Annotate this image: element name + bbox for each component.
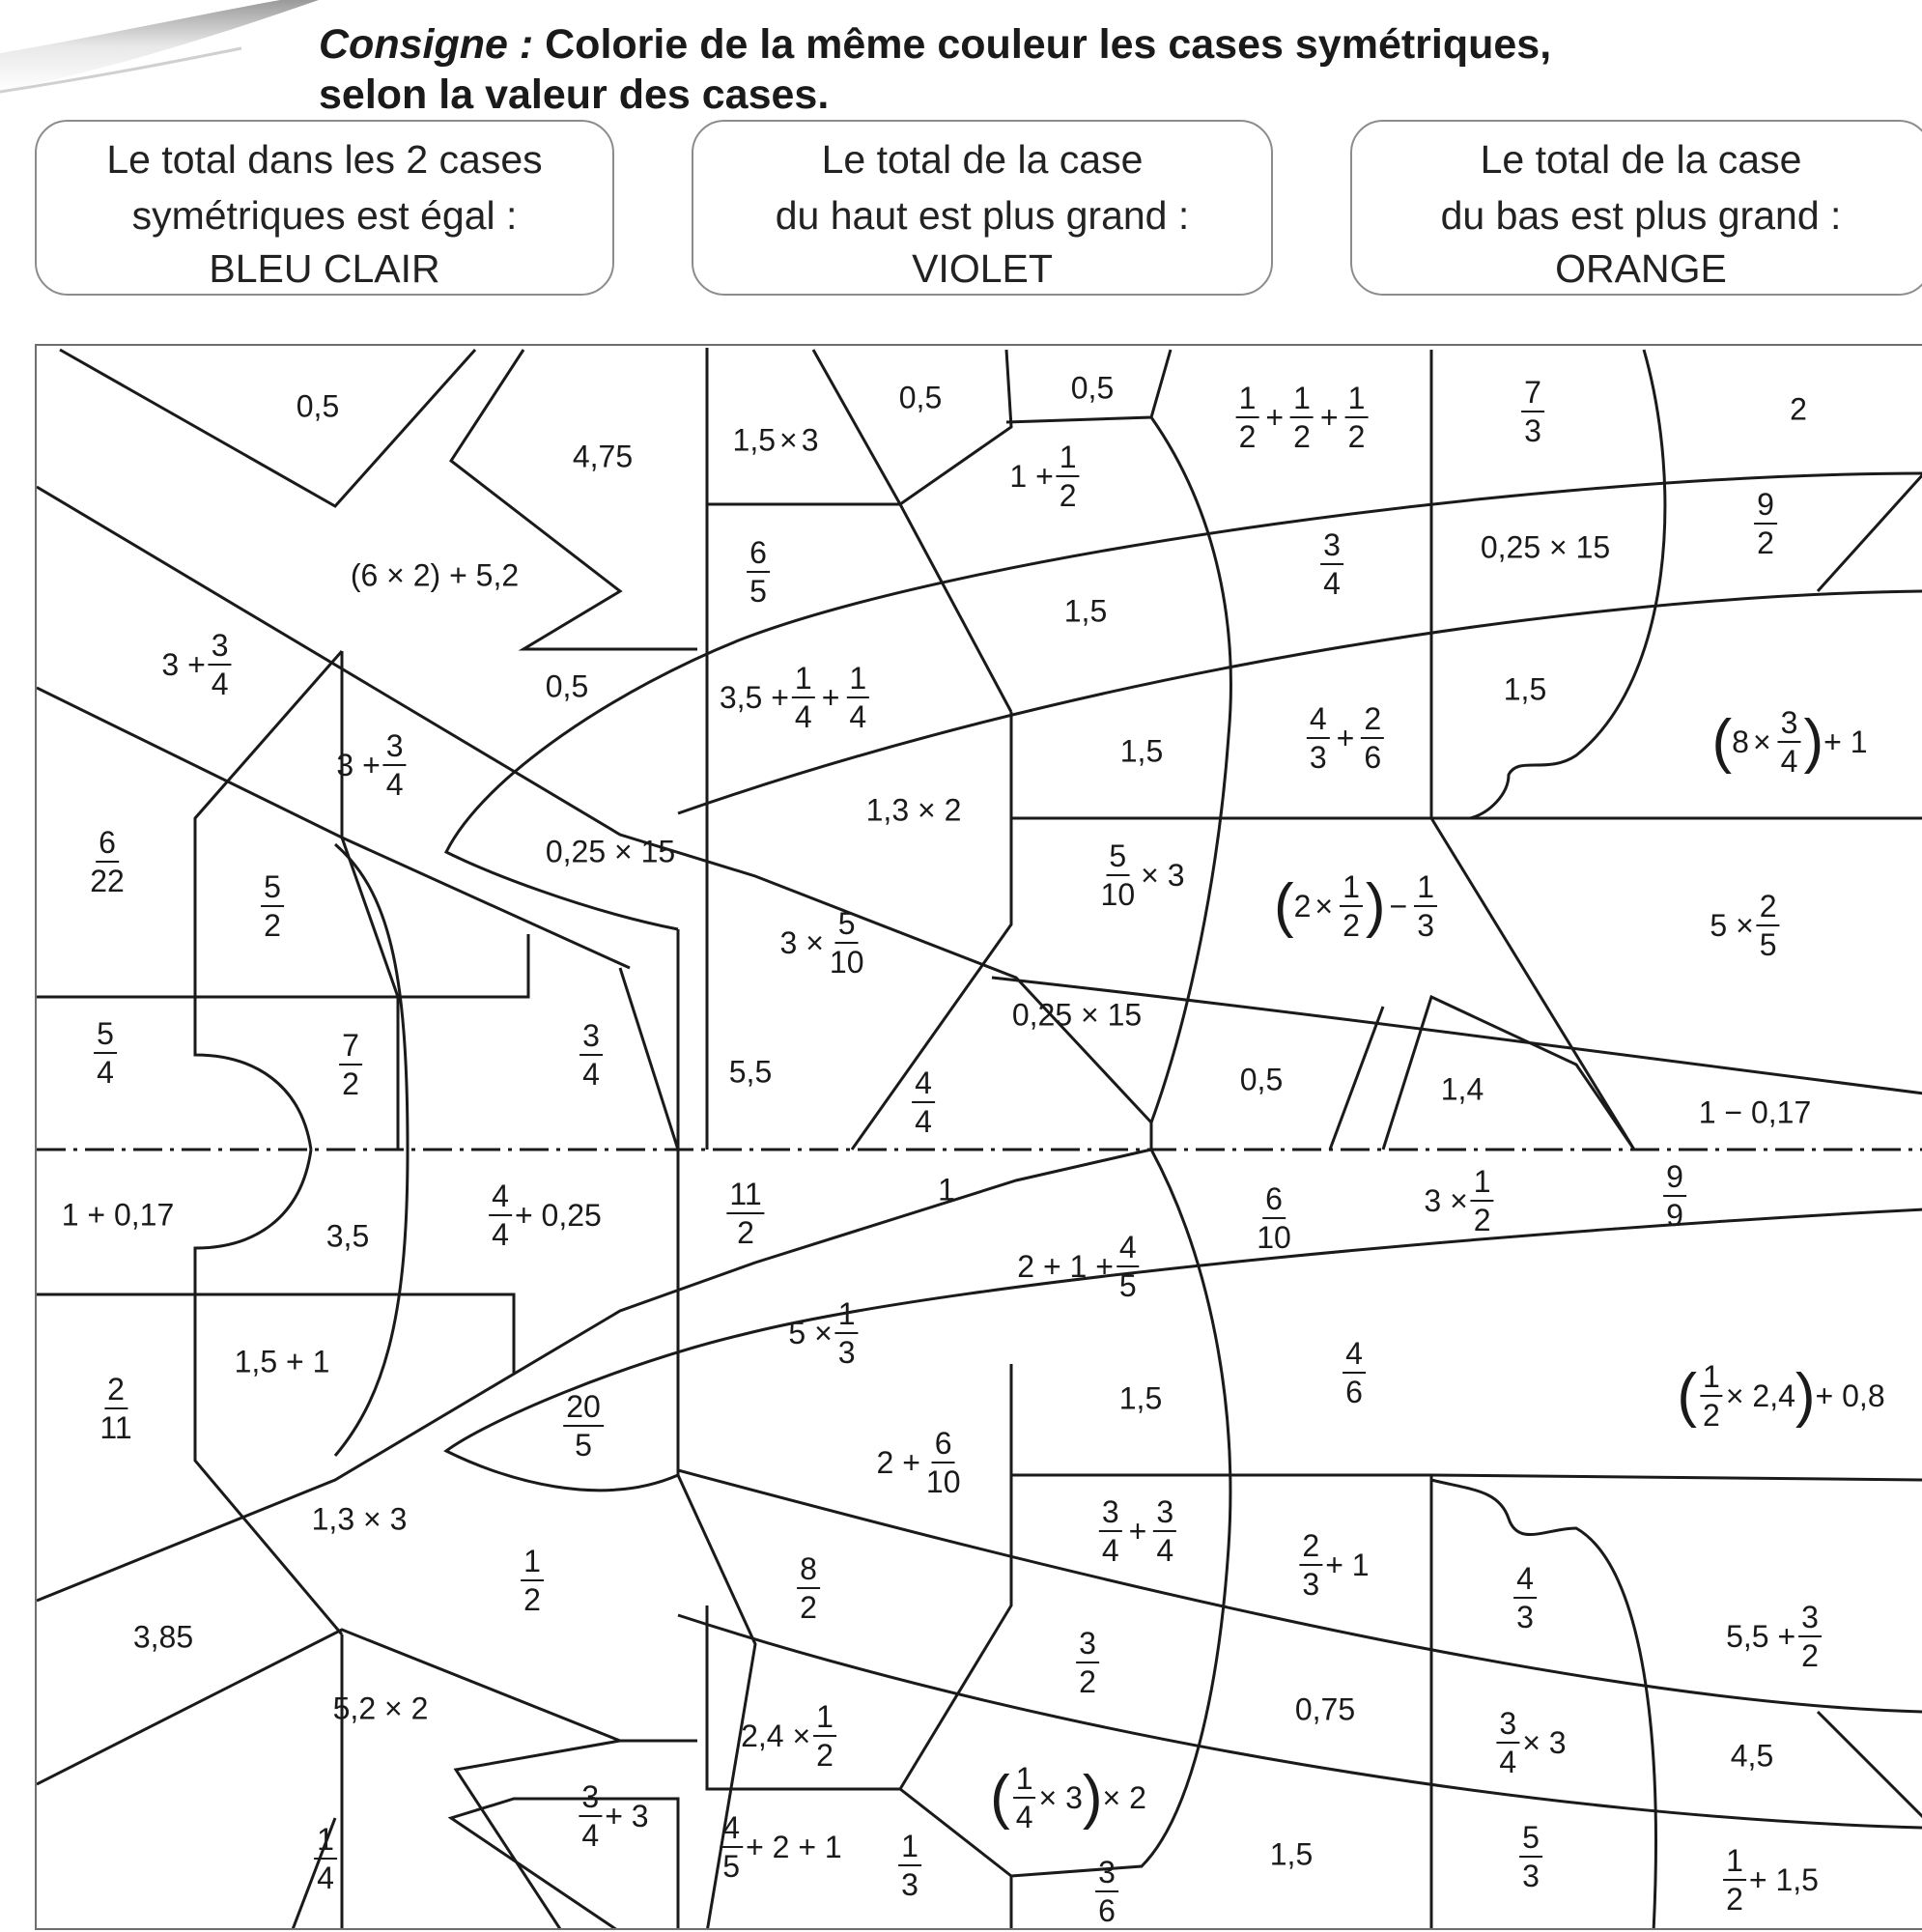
cell: 0,25 × 15 bbox=[545, 834, 676, 869]
cell: $\frac{4}{3}$ + $\frac{2}{6}$ bbox=[1304, 703, 1387, 773]
rule-color-name: BLEU CLAIR bbox=[209, 246, 440, 291]
cell: 0,5 bbox=[1070, 370, 1115, 406]
cell: $\frac{1}{2}$ + $\frac{1}{2}$ + $\frac{1}{2}$ bbox=[1233, 383, 1371, 452]
cell: $\frac{1}{3}$ bbox=[895, 1831, 924, 1900]
rule-line: du bas est plus grand : bbox=[1440, 193, 1842, 238]
coloring-puzzle bbox=[35, 344, 1922, 1930]
cell: $\frac{20}{5}$ bbox=[560, 1391, 607, 1461]
rule-color-name: VIOLET bbox=[912, 246, 1053, 291]
cell: 5,5 + $\frac{3}{2}$ bbox=[1726, 1602, 1824, 1671]
cell: ( 8 × $\frac{3}{4}$ ) + 1 bbox=[1711, 705, 1868, 779]
cell: $\frac{6}{5}$ bbox=[744, 537, 773, 607]
cell: 0,5 bbox=[1239, 1062, 1284, 1097]
cell: $\frac{1}{2}$ + 1,5 bbox=[1720, 1845, 1819, 1915]
instruction-text-2: selon la valeur des cases. bbox=[319, 71, 830, 118]
cell: 1,3 × 2 bbox=[865, 792, 962, 828]
cell: $\frac{3}{4}$ × 3 bbox=[1493, 1708, 1566, 1777]
cell: 3,5 + $\frac{1}{4}$ + $\frac{1}{4}$ bbox=[720, 663, 872, 732]
cell: $\frac{3}{4}$ + $\frac{3}{4}$ bbox=[1096, 1496, 1179, 1566]
rule-box-equal bbox=[35, 120, 614, 296]
cell: 0,25 × 15 bbox=[1011, 997, 1143, 1033]
cell: 0,5 bbox=[898, 380, 943, 415]
cell: $\frac{4}{4}$ + 0,25 bbox=[486, 1180, 602, 1250]
cell: 2,4 × $\frac{1}{2}$ bbox=[741, 1701, 839, 1771]
cell: 1,3 × 3 bbox=[311, 1501, 408, 1537]
rule-line: Le total de la case bbox=[1480, 137, 1802, 182]
cell: $\frac{4}{4}$ bbox=[909, 1067, 938, 1137]
cell: 1,4 bbox=[1440, 1071, 1484, 1107]
cell: 0,5 bbox=[545, 668, 589, 704]
cell: $\frac{5}{10}$ × 3 bbox=[1100, 838, 1185, 912]
cell: 1,5 bbox=[1269, 1836, 1314, 1872]
cell: 1 bbox=[938, 1172, 955, 1208]
cell: 1 − 0,17 bbox=[1698, 1094, 1812, 1130]
rule-line: Le total de la case bbox=[821, 137, 1144, 182]
cell: ( $\frac{1}{4}$ × 3 ) × 2 bbox=[990, 1761, 1146, 1834]
cell: 1,5 + 1 bbox=[234, 1344, 330, 1379]
instruction-text: Colorie de la même couleur les cases symétriques, bbox=[545, 21, 1552, 68]
cell: $\frac{2}{3}$ + 1 bbox=[1296, 1530, 1369, 1600]
cell: 0,5 bbox=[296, 388, 340, 424]
cell: $\frac{1}{2}$ bbox=[518, 1546, 547, 1615]
cell: $\frac{6}{10}$ bbox=[1257, 1181, 1291, 1255]
instruction-label: Consigne : bbox=[319, 21, 534, 68]
cell: $\frac{2}{11}$ bbox=[99, 1372, 132, 1445]
cell: ( $\frac{1}{2}$ × 2,4 ) + 0,8 bbox=[1677, 1359, 1885, 1433]
cell: $\frac{3}{4}$ bbox=[1317, 529, 1346, 599]
decorative-swoosh bbox=[0, 0, 319, 135]
puzzle-lines bbox=[37, 346, 1922, 1930]
cell: $\frac{7}{3}$ bbox=[1518, 377, 1547, 446]
cell: 5 × $\frac{2}{5}$ bbox=[1710, 891, 1782, 960]
cell: 1,5 bbox=[1119, 733, 1164, 769]
cell: $\frac{5}{4}$ bbox=[91, 1018, 120, 1088]
cell: $\frac{8}{2}$ bbox=[794, 1553, 823, 1623]
cell: 1 + $\frac{1}{2}$ bbox=[1009, 441, 1082, 511]
rule-box-top-greater bbox=[692, 120, 1273, 296]
cell: 1 + 0,17 bbox=[61, 1197, 175, 1233]
cell: $\frac{7}{2}$ bbox=[336, 1030, 365, 1099]
cell: 1,5 bbox=[1063, 593, 1108, 629]
cell: $\frac{4}{3}$ bbox=[1511, 1563, 1540, 1633]
cell: $\frac{3}{2}$ bbox=[1073, 1628, 1102, 1697]
rule-box-bottom-greater bbox=[1350, 120, 1922, 296]
cell: 2 + $\frac{6}{10}$ bbox=[876, 1426, 961, 1499]
cell: $\frac{11}{2}$ bbox=[723, 1179, 767, 1248]
cell: $\frac{3}{4}$ + 3 bbox=[576, 1781, 648, 1851]
cell: $\frac{9}{9}$ bbox=[1660, 1161, 1689, 1231]
cell: 3,5 bbox=[325, 1218, 370, 1254]
cell: $\frac{5}{2}$ bbox=[258, 871, 287, 941]
cell: 3 + $\frac{3}{4}$ bbox=[336, 730, 409, 800]
cell: 3 × $\frac{5}{10}$ bbox=[779, 906, 864, 980]
cell: $\frac{6}{22}$ bbox=[90, 825, 125, 898]
cell: 3 × $\frac{1}{2}$ bbox=[1424, 1166, 1496, 1236]
cell: 5 × $\frac{1}{3}$ bbox=[788, 1298, 861, 1368]
cell: 0,75 bbox=[1294, 1691, 1356, 1727]
cell: $\frac{9}{2}$ bbox=[1751, 489, 1780, 558]
rule-color-name: ORANGE bbox=[1555, 246, 1727, 291]
cell: $\frac{3}{6}$ bbox=[1092, 1857, 1121, 1926]
cell: $\frac{1}{4}$ bbox=[311, 1824, 340, 1893]
cell: 1,5 bbox=[1503, 671, 1547, 707]
cell: 5,2 × 2 bbox=[332, 1690, 429, 1726]
cell: 1,5 bbox=[1118, 1380, 1163, 1416]
cell: ( 2 × $\frac{1}{2}$ ) − $\frac{1}{3}$ bbox=[1274, 871, 1440, 941]
cell: (6 × 2) + 5,2 bbox=[350, 557, 520, 593]
cell: $\frac{5}{3}$ bbox=[1516, 1822, 1545, 1891]
cell: 1,5 × 3 bbox=[732, 422, 819, 458]
cell: $\frac{4}{6}$ bbox=[1340, 1338, 1369, 1407]
rule-line: Le total dans les 2 cases bbox=[106, 137, 543, 182]
cell: $\frac{4}{5}$ + 2 + 1 bbox=[717, 1812, 841, 1882]
cell: 4,75 bbox=[572, 439, 634, 474]
rule-line: du haut est plus grand : bbox=[775, 193, 1190, 238]
cell: 0,25 × 15 bbox=[1480, 529, 1611, 565]
cell: 3,85 bbox=[132, 1619, 194, 1655]
cell: 2 bbox=[1790, 391, 1807, 427]
cell: $\frac{3}{4}$ bbox=[577, 1020, 606, 1090]
cell: 3 + $\frac{3}{4}$ bbox=[161, 630, 234, 699]
cell: 5,5 bbox=[728, 1054, 773, 1090]
cell: 2 + 1 + $\frac{4}{5}$ bbox=[1017, 1232, 1142, 1301]
instruction bbox=[319, 19, 1671, 120]
rule-line: symétriques est égal : bbox=[131, 193, 518, 238]
cell: 4,5 bbox=[1730, 1738, 1774, 1774]
